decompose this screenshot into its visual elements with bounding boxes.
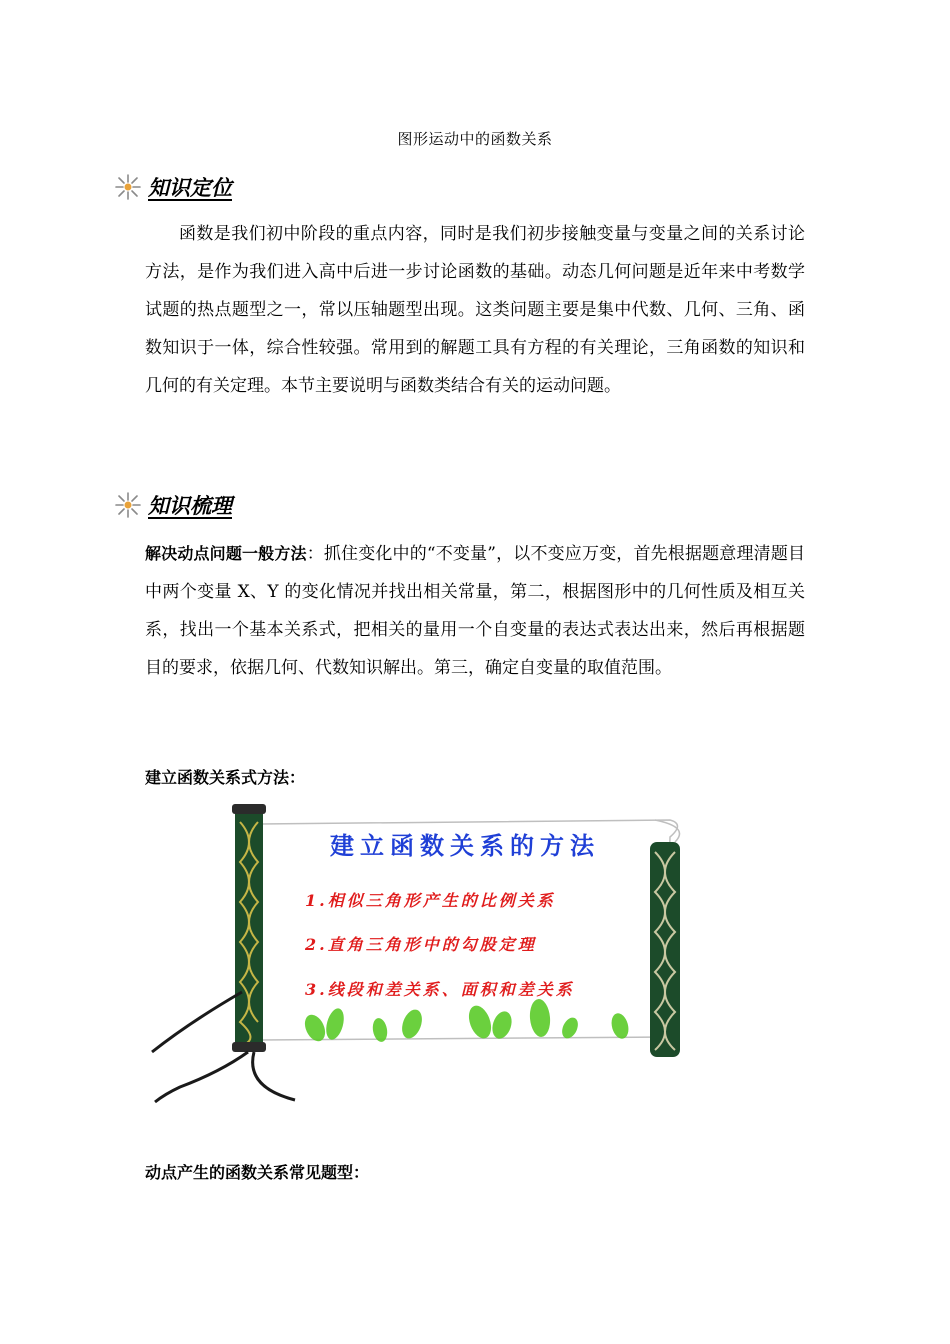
method-paragraph xyxy=(145,535,805,687)
sparkle-icon xyxy=(112,171,144,203)
scroll-item: 3.线段和差关系、面积和差关系 xyxy=(305,980,575,999)
build-methods-label: 建立函数关系式方法： xyxy=(145,768,306,787)
scroll-item: 2.直角三角形中的勾股定理 xyxy=(305,935,537,954)
page-title: 图形运动中的函数关系 xyxy=(397,130,553,148)
common-types-label: 动点产生的函数关系常见题型： xyxy=(145,1163,370,1182)
positioning-paragraph: 函数是我们初中阶段的重点内容，同时是我们初步接触变量与变量之间的关系讨论方法，是作为我们进入高中后进一步讨论函数的基础。动态几何问题是近年来中考数学试题的热点题型之一，常以压轴题型出现。这类问题主要是集中代数、几何、三角、函数知识于一体，综合性较强。常用到的解题工具有方程的有关理论，三角函数的知识和几何的有关定理。本节主要说明与函数类结合有关的运动问题。 xyxy=(145,224,805,396)
section-heading-positioning xyxy=(112,170,232,204)
sparkle-icon xyxy=(112,489,144,521)
section-heading-text: 知识定位 xyxy=(148,176,232,200)
method-body: ：抓住变化中的“不变量”，以不变应万变，首先根据题意理清题目中两个变量 X、Y 的变化情况并找出相关常量，第二，根据图形中的几何性质及相互关系，找出一个基本关系式，把相关的量用一个自变量的表达式表达出来，然后再根据题目的要求，依据几何、代数知识解出。第三，确定自变量的取值范围。 xyxy=(145,544,805,678)
scroll-title: 建立函数关系的方法 xyxy=(330,831,600,860)
section-heading-text: 知识梳理 xyxy=(148,494,232,518)
scroll-illustration xyxy=(150,802,695,1107)
method-lead: 解决动点问题一般方法 xyxy=(145,544,307,563)
section-heading-review xyxy=(112,488,232,522)
scroll-item: 1.相似三角形产生的比例关系 xyxy=(305,891,556,910)
